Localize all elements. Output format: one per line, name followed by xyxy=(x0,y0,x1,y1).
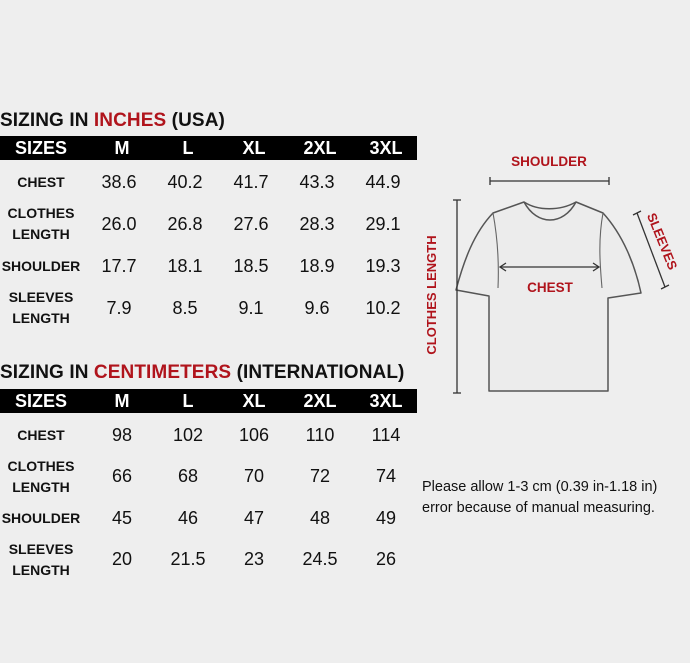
value-cell: 72 xyxy=(309,466,331,486)
clothes-length-arrow xyxy=(453,200,461,393)
value-cell: 110 xyxy=(305,425,335,445)
value-cell: 102 xyxy=(172,425,204,445)
value-cell: 18.1 xyxy=(167,256,203,276)
title-suffix: (USA) xyxy=(166,110,225,131)
note-line-1: Please allow 1-3 cm (0.39 in-1.18 in) xyxy=(422,479,658,495)
row-label-length: LENGTH xyxy=(12,310,70,326)
row-label-clothes: CLOTHES xyxy=(7,205,75,221)
value-cell: 18.9 xyxy=(299,256,335,276)
value-cell: 27.6 xyxy=(233,214,269,234)
value-cell: 19.3 xyxy=(365,256,401,276)
title-accent: INCHES xyxy=(93,110,167,131)
centimeters-header-row xyxy=(0,389,417,413)
row-label-length: LENGTH xyxy=(12,226,70,242)
row-label-clothes: CLOTHES xyxy=(7,458,75,474)
header-size-3xl: 3XL xyxy=(369,391,403,411)
value-cell: 40.2 xyxy=(167,172,203,192)
value-cell: 106 xyxy=(238,425,270,445)
value-cell: 68 xyxy=(177,466,199,486)
row-label-shoulder: SHOULDER xyxy=(1,258,81,274)
tshirt-measurement-diagram xyxy=(420,145,690,405)
centimeters-table-title xyxy=(0,362,404,384)
value-cell: 24.5 xyxy=(302,549,338,569)
header-size-xl: XL xyxy=(242,391,266,411)
value-cell: 41.7 xyxy=(233,172,269,192)
inches-table-title xyxy=(0,110,225,132)
header-size-l: L xyxy=(182,138,194,158)
value-cell: 47 xyxy=(243,508,265,528)
value-cell: 9.1 xyxy=(238,298,264,318)
header-size-m: M xyxy=(114,138,130,158)
inches-header-row xyxy=(0,136,417,160)
row-label-length: LENGTH xyxy=(12,562,70,578)
title-suffix: (INTERNATIONAL) xyxy=(231,362,405,383)
measurement-note xyxy=(422,477,690,519)
header-sizes: SIZES xyxy=(14,391,67,411)
header-size-2xl: 2XL xyxy=(303,391,337,411)
shoulder-label: SHOULDER xyxy=(511,154,587,169)
value-cell: 44.9 xyxy=(365,172,401,192)
header-size-l: L xyxy=(182,391,194,411)
row-label-sleeves: SLEEVES xyxy=(8,541,74,557)
value-cell: 29.1 xyxy=(365,214,401,234)
header-size-2xl: 2XL xyxy=(303,138,337,158)
value-cell: 70 xyxy=(243,466,265,486)
chest-label: CHEST xyxy=(527,280,573,295)
header-sizes: SIZES xyxy=(14,138,67,158)
value-cell: 46 xyxy=(177,508,199,528)
row-label-sleeves: SLEEVES xyxy=(8,289,74,305)
value-cell: 26.0 xyxy=(101,214,137,234)
value-cell: 28.3 xyxy=(299,214,335,234)
value-cell: 10.2 xyxy=(365,298,401,318)
tshirt-outline xyxy=(456,202,641,391)
value-cell: 114 xyxy=(371,425,401,445)
header-size-m: M xyxy=(114,391,130,411)
row-label-length: LENGTH xyxy=(12,479,70,495)
value-cell: 26.8 xyxy=(167,214,203,234)
value-cell: 9.6 xyxy=(304,298,330,318)
value-cell: 23 xyxy=(243,549,265,569)
header-size-3xl: 3XL xyxy=(369,138,403,158)
value-cell: 98 xyxy=(111,425,133,445)
value-cell: 49 xyxy=(375,508,397,528)
value-cell: 66 xyxy=(111,466,133,486)
value-cell: 43.3 xyxy=(299,172,335,192)
row-label-shoulder: SHOULDER xyxy=(1,510,81,526)
sleeves-label: SLEEVES xyxy=(643,210,681,272)
value-cell: 45 xyxy=(111,508,133,528)
title-prefix: SIZING IN xyxy=(0,362,94,383)
title-prefix: SIZING IN xyxy=(0,110,94,131)
header-size-xl: XL xyxy=(242,138,266,158)
value-cell: 48 xyxy=(309,508,331,528)
shoulder-arrow xyxy=(490,177,609,185)
title-accent: CENTIMETERS xyxy=(93,362,232,383)
note-line-2: error because of manual measuring. xyxy=(422,500,655,516)
value-cell: 7.9 xyxy=(106,298,132,318)
value-cell: 26 xyxy=(375,549,397,569)
value-cell: 17.7 xyxy=(101,256,137,276)
value-cell: 18.5 xyxy=(233,256,269,276)
row-label-chest: CHEST xyxy=(17,174,65,190)
value-cell: 74 xyxy=(375,466,397,486)
value-cell: 21.5 xyxy=(170,549,206,569)
value-cell: 8.5 xyxy=(172,298,198,318)
value-cell: 38.6 xyxy=(101,172,137,192)
value-cell: 20 xyxy=(111,549,133,569)
row-label-chest: CHEST xyxy=(17,427,65,443)
clothes-length-label: CLOTHES LENGTH xyxy=(424,235,439,355)
